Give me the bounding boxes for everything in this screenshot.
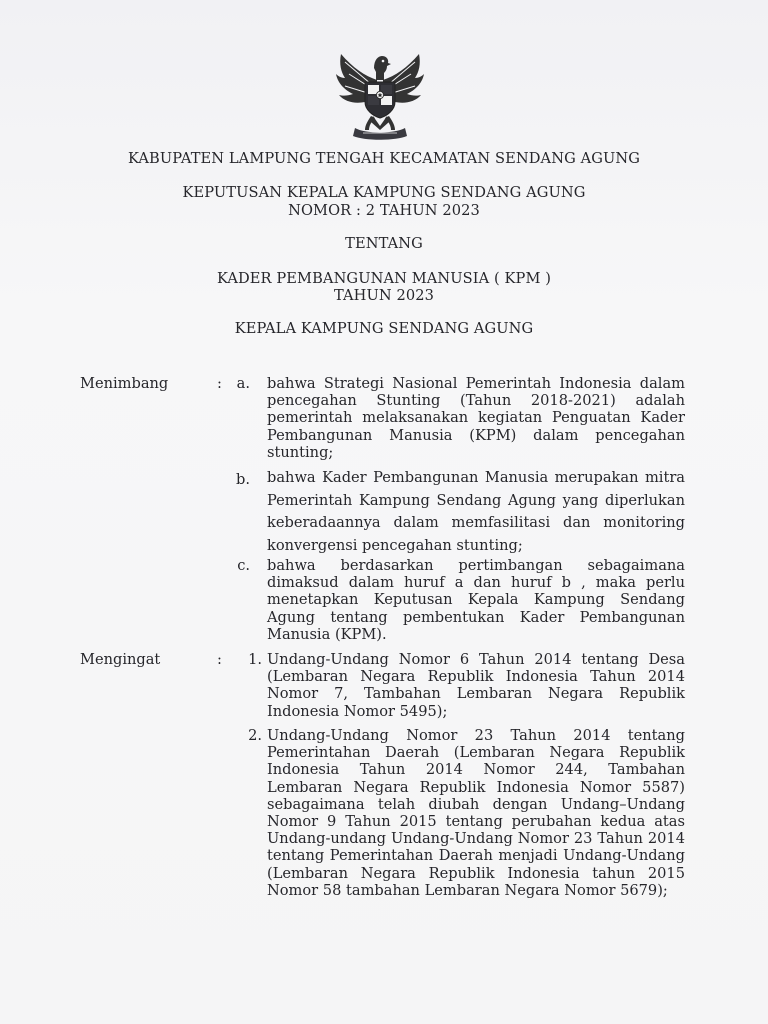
garuda-emblem bbox=[331, 50, 429, 142]
menimbang-item-a: bahwa Strategi Nasional Pemerintah Indonesia dalam pencegahan Stunting (Tahun 2018-2021) adalah pemerintah melaksanakan kegiatan Penguatan Kader Pembangunan Manusia (KPM) dalam pencegahan stunting; bbox=[267, 375, 685, 461]
menimbang-item-c: bahwa berdasarkan pertimbangan sebagaimana dimaksud dalam huruf a dan huruf b , maka perlu menetapkan Keputusan Kepala Kampung Sendang Agung tentang pembentukan Kader Pembangunan Manusia (KPM). bbox=[267, 557, 685, 643]
menimbang-colon: : bbox=[217, 375, 222, 392]
regency-heading: KABUPATEN LAMPUNG TENGAH KECAMATAN SENDANG AGUNG bbox=[128, 150, 640, 167]
issuer-heading: KEPALA KAMPUNG SENDANG AGUNG bbox=[234, 320, 534, 337]
subject-line: KADER PEMBANGUNAN MANUSIA ( KPM ) bbox=[216, 270, 552, 287]
mengingat-marker-1: 1. bbox=[248, 651, 262, 668]
menimbang-item-b: bahwa Kader Pembangunan Manusia merupakan mitra Pemerintah Kampung Sendang Agung yang diperlukan keberadaannya dalam memfasilitasi dan monitoring konvergensi pencegahan stunting; bbox=[267, 469, 685, 554]
menimbang-marker-b: b. bbox=[236, 471, 250, 488]
mengingat-marker-2: 2. bbox=[248, 727, 262, 744]
mengingat-label: Mengingat bbox=[80, 651, 161, 668]
tentang-heading: TENTANG bbox=[345, 235, 423, 252]
subject-year: TAHUN 2023 bbox=[333, 287, 435, 304]
decree-number: NOMOR : 2 TAHUN 2023 bbox=[288, 202, 480, 219]
menimbang-label: Menimbang bbox=[80, 375, 169, 392]
decree-title: KEPUTUSAN KEPALA KAMPUNG SENDANG AGUNG bbox=[182, 184, 586, 201]
mengingat-item-1: Undang-Undang Nomor 6 Tahun 2014 tentang Desa (Lembaran Negara Republik Indonesia Tahun 2014 Nomor 7, Tambahan Lembaran Negara Republik Indonesia Nomor 5495); bbox=[267, 651, 685, 720]
menimbang-marker-c: c. bbox=[237, 557, 250, 574]
menimbang-marker-a: a. bbox=[236, 375, 250, 392]
mengingat-colon: : bbox=[217, 651, 222, 668]
mengingat-item-2: Undang-Undang Nomor 23 Tahun 2014 tentang Pemerintahan Daerah (Lembaran Negara Republik Indonesia Tahun 2014 Nomor 244, Tambahan Lembaran Negara Republik Indonesia Nomor 5587) sebagaimana telah diubah dengan Undang–Undang Nomor 9 Tahun 2015 tentang perubahan kedua atas Undang-undang Undang-Undang Nomor 23 Tahun 2014 tentang Pemerintahan Daerah menjadi Undang-Undang (Lembaran Negara Republik Indonesia tahun 2015 Nomor 58 tambahan Lembaran Negara Nomor 5679); bbox=[267, 727, 685, 899]
